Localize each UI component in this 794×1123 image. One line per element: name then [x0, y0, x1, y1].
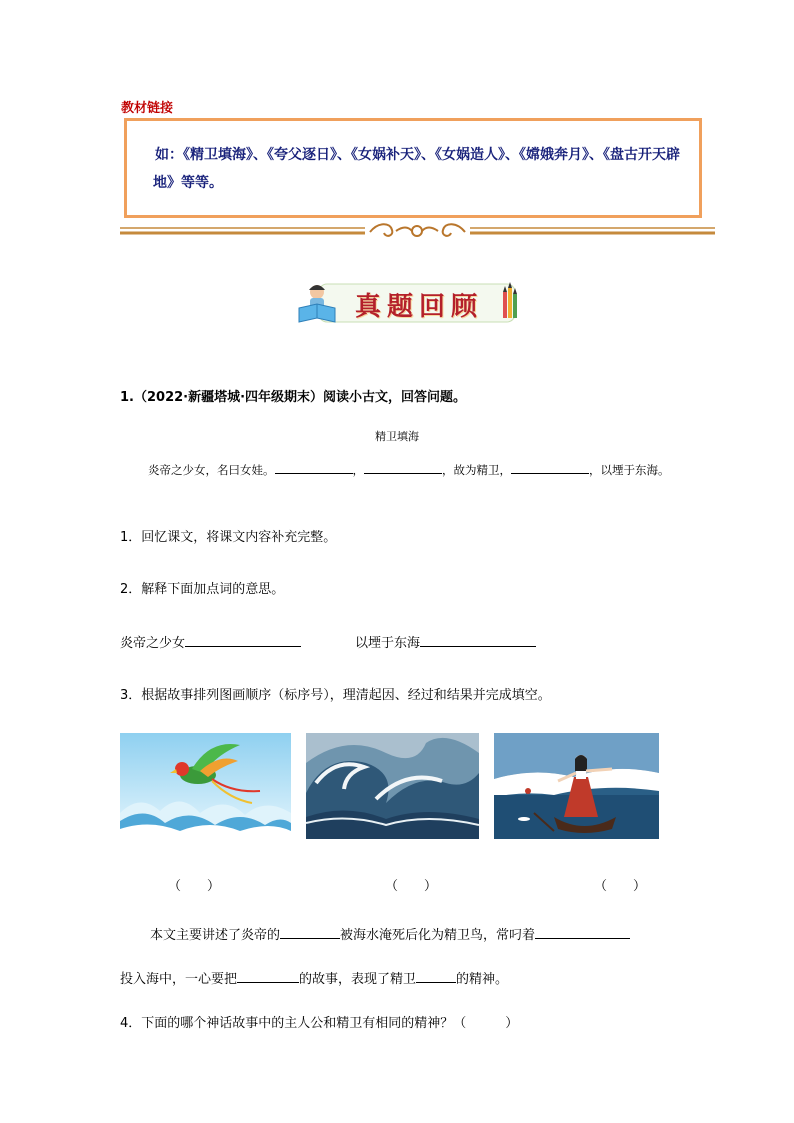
textbook-link-text: 如：《精卫填海》、《夸父逐日》、《女娲补天》、《女娲造人》、《嫦娥奔月》、《盘古开天辟地》等等。: [153, 147, 680, 191]
word-item-2-text: 以堙于东海: [355, 636, 421, 651]
poem-title: 精卫填海: [375, 430, 419, 443]
poem-blank-1[interactable]: [275, 461, 353, 474]
summary-fill-in: [120, 914, 640, 1002]
sub-question-1: 1．回忆课文，将课文内容补充完整。: [120, 530, 337, 545]
sub-question-2: 2．解释下面加点词的意思。: [120, 582, 285, 597]
word-item-2: [355, 632, 536, 651]
poem-part-1: 炎帝之少女，名曰女娃。: [148, 463, 275, 477]
banner-title: 真题回顾: [354, 292, 483, 322]
picture-girl-in-boat: [494, 733, 659, 839]
order-answer-1[interactable]: （ ）: [168, 879, 221, 894]
poem-part-2: ，故为精卫，: [442, 463, 511, 477]
picture-bird-over-waves: [120, 733, 291, 839]
summary-blank-5[interactable]: [416, 968, 456, 983]
poem-blank-2[interactable]: [364, 461, 442, 474]
summary-text-2: 被海水淹死后化为精卫鸟，常叼着: [340, 928, 536, 943]
summary-blank-4[interactable]: [237, 968, 299, 983]
poem-sep-1: ，: [352, 463, 364, 477]
section-label: 教材链接: [121, 101, 174, 116]
word-item-2-blank[interactable]: [420, 632, 536, 647]
poem-text: [120, 458, 680, 482]
summary-blank-1[interactable]: [280, 924, 340, 939]
word-item-1-blank[interactable]: [185, 632, 301, 647]
summary-text-4: 的故事，表现了精卫: [299, 972, 417, 987]
poem-blank-3[interactable]: [511, 461, 589, 474]
ornament-divider: [120, 222, 715, 242]
sub-question-4: 4．下面的哪个神话故事中的主人公和精卫有相同的精神？（ ）: [120, 1016, 519, 1031]
word-item-1: [120, 632, 301, 651]
picture-big-wave: [306, 733, 479, 839]
pencils-icon: [503, 282, 517, 318]
section-banner: [297, 278, 523, 326]
poem-part-3: ，以堙于东海。: [589, 463, 670, 477]
summary-text-5: 的精神。: [456, 972, 509, 987]
summary-text-3: 投入海中，一心要把: [120, 972, 238, 987]
order-answer-3[interactable]: （ ）: [594, 879, 647, 894]
question-header: 1.（2022·新疆塔城·四年级期末）阅读小古文，回答问题。: [120, 390, 467, 405]
sub-question-3: 3．根据故事排列图画顺序（标序号），理清起因、经过和结果并完成填空。: [120, 688, 551, 703]
summary-text-1: 本文主要讲述了炎帝的: [150, 928, 281, 943]
summary-blank-3[interactable]: [575, 924, 630, 939]
textbook-link-box: [124, 118, 702, 218]
summary-blank-2[interactable]: [535, 924, 575, 939]
order-answer-2[interactable]: （ ）: [385, 879, 438, 894]
word-item-1-text: 炎帝之少女: [120, 636, 186, 651]
